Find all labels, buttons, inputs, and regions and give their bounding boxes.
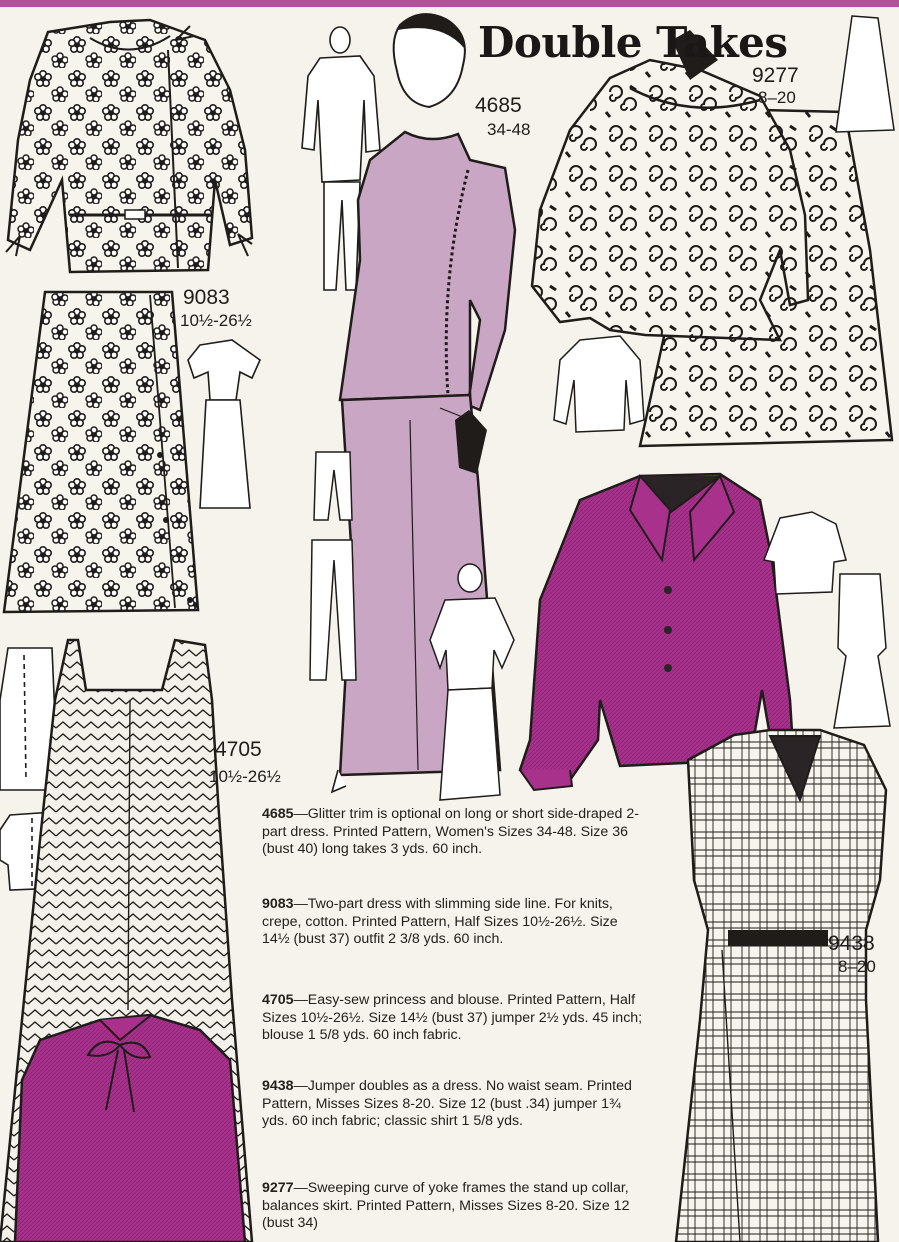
- description-9277: [262, 1180, 647, 1233]
- skirt-flat-9277: [836, 16, 894, 132]
- description-code: 9083: [262, 896, 294, 912]
- magenta-blouse-illustration: [15, 1015, 245, 1242]
- description-text: —Glitter trim is optional on long or short side-draped 2-part dress. Printed Pattern, Women's Sizes 34-48. Size 36 (bust 40) long takes 3 yds. 60 inch.: [262, 806, 639, 858]
- small-dress-sketch-9083: [188, 340, 260, 508]
- description-text: —Easy-sew princess and blouse. Printed Pattern, Half Sizes 10½-26½. Size 14½ (bust 37) jumper 2½ yds. 45 inch; blouse 1 5/8 yds. 60 inch fabric.: [262, 992, 643, 1044]
- description-9083: [262, 896, 647, 949]
- pattern-number-9277: 9277: [752, 64, 799, 87]
- description-4685: [262, 806, 647, 859]
- description-code: 4705: [262, 992, 294, 1008]
- pattern-number-4685: 4685: [475, 94, 522, 117]
- jacket-flat-9277: [554, 336, 644, 432]
- floral-skirt-illustration: [4, 292, 198, 612]
- plaid-jumper-illustration: [676, 730, 886, 1242]
- description-code: 9277: [262, 1180, 294, 1196]
- pattern-sizes-9438: 8–20: [838, 957, 876, 976]
- description-code: 4685: [262, 806, 294, 822]
- description-code: 9438: [262, 1078, 294, 1094]
- pattern-sizes-4705: 10½-26½: [209, 767, 281, 786]
- pattern-number-4705: 4705: [215, 738, 262, 761]
- page-title: Double Takes: [478, 18, 788, 67]
- description-text: —Sweeping curve of yoke frames the stand up collar, balances skirt. Printed Pattern, Misses Sizes 8-20. Size 12 (bust 34): [262, 1180, 630, 1232]
- pattern-sizes-4685: 34-48: [487, 120, 531, 139]
- floral-blouse-illustration: [6, 20, 252, 272]
- description-text: —Two-part dress with slimming side line. For knits, crepe, cotton. Printed Pattern, Half Sizes 10½-26½. Size 14½ (bust 37) outfit 2 3/8 yds. 60 inch.: [262, 896, 618, 948]
- description-text: —Jumper doubles as a dress. No waist seam. Printed Pattern, Misses Sizes 8-20. Size 12 (bust .34) jumper 1¾ yds. 60 inch fabric; classic shirt 1 5/8 yds.: [262, 1078, 632, 1130]
- pattern-sizes-9083: 10½-26½: [180, 311, 252, 330]
- pattern-number-9083: 9083: [183, 286, 230, 309]
- description-4705: [262, 992, 647, 1045]
- pattern-sizes-9277: 8–20: [758, 88, 796, 107]
- pants-sketches: [310, 452, 356, 680]
- description-9438: [262, 1078, 647, 1131]
- pattern-number-9438: 9438: [828, 932, 875, 955]
